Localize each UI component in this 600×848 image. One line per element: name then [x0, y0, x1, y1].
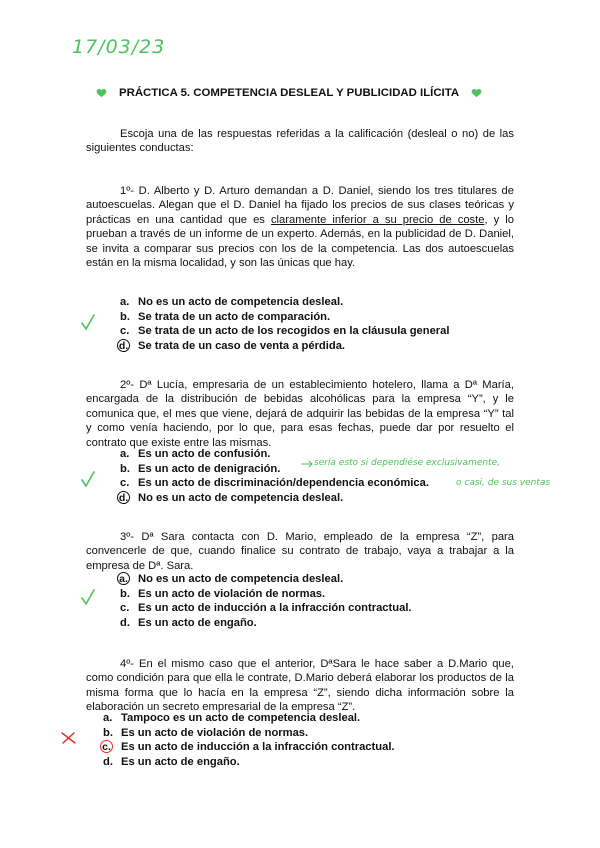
option-4c[interactable]: c. Es un acto de inducción a la infracción contractual. — [103, 740, 503, 755]
option-1d[interactable]: d. Se trata de un caso de venta a pérdida. — [118, 339, 346, 352]
green-check-icon — [80, 588, 96, 606]
intro-paragraph — [86, 127, 514, 156]
question-1-text-a: 1º- D. Alberto y D. Arturo demandan a D. Daniel, siendo los tres titulares de autoescuelas. Alegan que el D. Daniel ha fijado los precios de sus clases teóricas y prácticas en una cantidad que es — [86, 185, 514, 226]
answer-circle: d. — [118, 339, 129, 352]
option-2b[interactable]: b. Es un acto de denigración. — [120, 462, 281, 475]
option-2c[interactable]: c. Es un acto de discriminación/dependencia económica. — [120, 477, 429, 490]
green-check-icon — [80, 313, 96, 331]
intro-text: Escoja una de las respuestas referidas a la calificación (desleal o no) de las siguientes conductas: — [86, 128, 514, 155]
answer-circle: a. — [117, 572, 130, 585]
handwritten-note-1: sería esto si dependiése exclusivamente, — [314, 458, 500, 468]
question-3-text: 3º- Dª Sara contacta con D. Mario, empleado de la empresa “Z”, para convencerle de que, cuando finalice su contrato de trabajo, vaya a trabajar a la empresa de Dª. Sara. — [86, 531, 514, 572]
option-1c[interactable]: c. Se trata de un acto de los recogidos en la cláusula general — [120, 325, 450, 338]
option-1b[interactable]: b. Se trata de un acto de comparación. — [120, 310, 331, 323]
question-4-options — [103, 711, 503, 769]
option-1a[interactable]: a. No es un acto de competencia desleal. — [120, 296, 344, 308]
handwritten-note-2: o casi, de sus ventas — [456, 478, 551, 488]
question-2-text: 2º- Dª Lucía, empresaria de un establecimiento hotelero, llama a Dª María, encargada de la distribución de bebidas alcohólicas para la empresa “Y”, y le comunica que, el mes que viene, dejará de adquirir las bebidas de la empresa “Y” tal y como venía haciendo, por lo que, para esas fechas, puede dar por resuelto el contrato que existe entre las mismas. — [86, 379, 514, 449]
answer-circle: c. — [100, 740, 113, 753]
question-3-options — [120, 572, 520, 630]
green-heart-icon — [471, 88, 482, 98]
option-3d[interactable]: d. Es un acto de engaño. — [120, 616, 257, 629]
option-2d[interactable]: d. No es un acto de competencia desleal. — [118, 491, 344, 504]
title-row — [96, 84, 506, 102]
green-check-icon — [80, 470, 96, 488]
green-heart-icon — [96, 88, 107, 98]
question-1-text-b: , y lo prueban a través de un informe de un experto. Además, en la publicidad de D. Daniel, se invita a comparar sus precios con los de la competencia. Las dos autoescuelas están en la misma localidad, y son las únicas que hay. — [86, 213, 514, 270]
option-2a[interactable]: a. Es un acto de confusión. — [120, 448, 271, 460]
question-1-options — [120, 295, 520, 353]
option-3c[interactable]: c. Es un acto de inducción a la infracción contractual. — [120, 602, 412, 615]
option-3a[interactable]: a. No es un acto de competencia desleal. — [120, 572, 520, 587]
red-cross-icon — [60, 731, 78, 745]
question-1-text — [86, 184, 514, 270]
arrow-icon — [300, 460, 314, 468]
option-4d[interactable]: d. Es un acto de engaño. — [103, 755, 240, 768]
handwritten-date: 17/03/23 — [72, 36, 166, 58]
option-4b[interactable]: b. Es un acto de violación de normas. — [103, 726, 309, 739]
option-4a[interactable]: a. Tampoco es un acto de competencia desleal. — [103, 712, 361, 724]
answer-circle: d. — [118, 491, 129, 504]
question-2-options — [120, 447, 520, 505]
option-3b[interactable]: b. Es un acto de violación de normas. — [120, 587, 326, 600]
page-title: PRÁCTICA 5. COMPETENCIA DESLEAL Y PUBLICIDAD ILÍCITA — [119, 87, 460, 99]
question-1-underlined: claramente inferior a su precio de coste — [270, 213, 485, 226]
question-4-text: 4º- En el mismo caso que el anterior, DªSara le hace saber a D.Mario que, como condición para que ella le contrate, D.Mario deberá elaborar los productos de la misma forma que lo hacía en la empresa “Z”, siendo dicha información sobre la elaboración un secreto empresarial de la empresa “Z”. — [86, 658, 514, 714]
